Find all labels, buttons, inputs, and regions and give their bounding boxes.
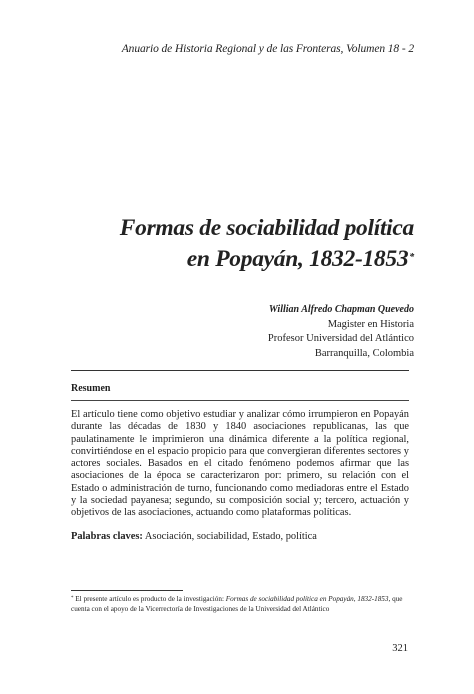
article-title-line-1: Formas de sociabilidad política [119, 215, 414, 241]
article-title-line-2-text: en Popayán, 1832-1853 [186, 246, 409, 272]
author-affiliation: Profesor Universidad del Atlántico [267, 333, 414, 344]
footnote-suffix: , que cuenta con el apoyo de la Vicerrectoría de Investigaciones de la Universidad del Atlántico [71, 595, 403, 613]
article-title [120, 213, 414, 275]
title-footnote-marker: * [409, 252, 414, 263]
abstract-heading: Resumen [71, 383, 111, 394]
journal-running-header: Anuario de Historia Regional y de las Fronteras, Volumen 18 - 2 [121, 43, 414, 55]
author-location: Barranquilla, Colombia [314, 347, 414, 359]
author-name: Willian Alfredo Chapman Quevedo [268, 304, 414, 315]
abstract-heading-rule [71, 400, 409, 401]
page-number: 321 [392, 643, 408, 654]
keywords-label: Palabras claves: [71, 531, 143, 542]
keywords-value: Asociación, sociabilidad, Estado, política [144, 531, 317, 542]
abstract-top-rule [71, 370, 409, 371]
footnote-prefix: El presente artículo es producto de la investigación: [75, 595, 226, 603]
abstract-body: El artículo tiene como objetivo estudiar y analizar cómo irrumpieron en Popayán durante las décadas de 1830 y 1840 asociaciones republicanas, las que paulatinamente le imprimieron una dinámica diferente a la política regional, convirtiéndose en el espacio propicio para que convergieran diferentes sectores y actores sociales. Basados en el citado fenómeno podemos afirmar que las asociaciones de la época se caracterizaron por: primero, su relación con el Estado o administración de turno, funcionando como mediadoras entre el Estado y la sociedad payanesa; segundo, su composición social y; tercero, actuación y objetivos de las asociaciones, actuando como plataformas políticas. [71, 409, 409, 519]
footnote [71, 594, 409, 614]
footnote-italic-title: Formas de sociabilidad política en Popayán, 1832-1853 [225, 595, 389, 603]
footnote-rule [71, 590, 183, 591]
footnote-marker: * [71, 596, 74, 601]
author-block [268, 303, 414, 361]
keywords [71, 531, 409, 542]
author-degree: Magister en Historia [327, 318, 414, 330]
article-title-line-2 [120, 244, 414, 275]
